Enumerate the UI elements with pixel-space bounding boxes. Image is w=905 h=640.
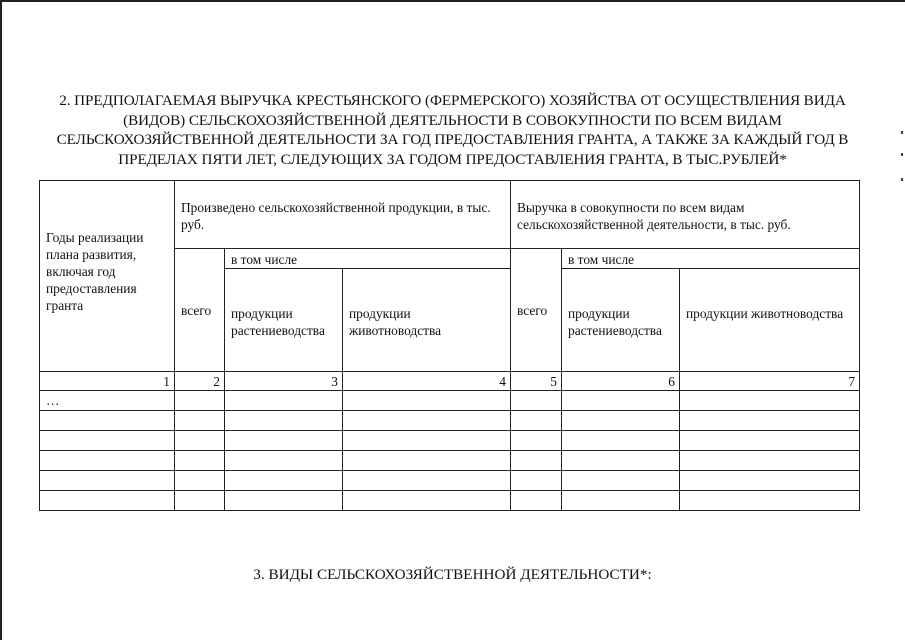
table-cell: [511, 491, 562, 511]
table-cell: [562, 411, 680, 431]
table-row: [40, 491, 860, 511]
column-number: 6: [562, 372, 680, 391]
table-row: [40, 471, 860, 491]
table-cell: [680, 451, 860, 471]
table-cell: [511, 411, 562, 431]
produced-total-header: всего: [175, 249, 225, 372]
revenue-header: Выручка в совокупности по всем видам сельскохозяйственной деятельности, в тыс. руб.: [511, 181, 860, 249]
table-cell: [175, 451, 225, 471]
table-cell: [680, 391, 860, 411]
heading-line: 2. ПРЕДПОЛАГАЕМАЯ ВЫРУЧКА КРЕСТЬЯНСКОГО (ФЕРМЕРСКОГО) ХОЗЯЙСТВА ОТ ОСУЩЕСТВЛЕНИЯ ВИДА: [59, 92, 846, 109]
produced-including-header: в том числе: [225, 249, 511, 269]
scan-border-top: [0, 0, 905, 2]
table-row: [40, 451, 860, 471]
heading-line: СЕЛЬСКОХОЗЯЙСТВЕННОЙ ДЕЯТЕЛЬНОСТИ ЗА ГОД ПРЕДОСТАВЛЕНИЯ ГРАНТА, А ТАКЖЕ ЗА КАЖДЫЙ ГОД В: [56, 131, 849, 148]
table-cell: [40, 471, 175, 491]
scan-border-left: [0, 0, 2, 640]
section-3-heading: 3. ВИДЫ СЕЛЬСКОХОЗЯЙСТВЕННОЙ ДЕЯТЕЛЬНОСТИ*:: [253, 566, 652, 583]
table-cell: [40, 451, 175, 471]
table-cell: [40, 431, 175, 451]
table-cell: …: [40, 391, 175, 411]
table-cell: [343, 431, 511, 451]
table-cell: [511, 391, 562, 411]
revenue-total-header: всего: [511, 249, 562, 372]
table-cell: [40, 491, 175, 511]
heading-line: ПРЕДЕЛАХ ПЯТИ ЛЕТ, СЛЕДУЮЩИХ ЗА ГОДОМ ПРЕДОСТАВЛЕНИЯ ГРАНТА, В ТЫС.РУБЛЕЙ*: [118, 150, 787, 168]
scan-edge-mark: [901, 131, 903, 134]
table-cell: [175, 391, 225, 411]
column-number: 2: [175, 372, 225, 391]
section-2-heading: [20, 91, 885, 169]
table-cell: [562, 451, 680, 471]
table-cell: [511, 431, 562, 451]
table-cell: [175, 491, 225, 511]
table-header-row: [40, 181, 860, 249]
table-row: [40, 431, 860, 451]
produced-header: Произведено сельскохозяйственной продукции, в тыс. руб.: [175, 181, 511, 249]
column-number: 7: [680, 372, 860, 391]
column-number: 4: [343, 372, 511, 391]
table-cell: [225, 411, 343, 431]
revenue-including-header: в том числе: [562, 249, 860, 269]
revenue-crop-header: продукции растениеводства: [562, 269, 680, 372]
table-cell: [343, 411, 511, 431]
table-cell: [511, 471, 562, 491]
table-cell: [343, 491, 511, 511]
table-cell: [225, 391, 343, 411]
table-cell: [225, 431, 343, 451]
column-number: 1: [40, 372, 175, 391]
table-cell: [343, 391, 511, 411]
column-number-row: [40, 372, 860, 391]
table-cell: [562, 471, 680, 491]
table-cell: [225, 491, 343, 511]
table-cell: [343, 451, 511, 471]
table-cell: [680, 431, 860, 451]
table-cell: [680, 411, 860, 431]
revenue-livestock-header: продукции животноводства: [680, 269, 860, 372]
scan-edge-mark: [901, 153, 903, 156]
table-cell: [175, 471, 225, 491]
column-number: 5: [511, 372, 562, 391]
produced-livestock-header: продукции животноводства: [343, 269, 511, 372]
table-cell: [225, 451, 343, 471]
years-header: Годы реализации плана развития, включая год предоставления гранта: [40, 181, 175, 372]
column-number: 3: [225, 372, 343, 391]
scan-edge-mark: [901, 178, 903, 181]
table-row: [40, 391, 860, 411]
table-cell: [225, 471, 343, 491]
table-cell: [343, 471, 511, 491]
table-cell: [680, 471, 860, 491]
table-cell: [175, 431, 225, 451]
table-cell: [511, 451, 562, 471]
revenue-table: [39, 180, 860, 511]
table-cell: [562, 391, 680, 411]
heading-line: (ВИДОВ) СЕЛЬСКОХОЗЯЙСТВЕННОЙ ДЕЯТЕЛЬНОСТИ В СОВОКУПНОСТИ ПО ВСЕМ ВИДАМ: [123, 111, 782, 129]
produced-crop-header: продукции растениеводства: [225, 269, 343, 372]
table-cell: [680, 491, 860, 511]
table-cell: [175, 411, 225, 431]
table-cell: [562, 491, 680, 511]
table-row: [40, 411, 860, 431]
table-cell: [40, 411, 175, 431]
table-cell: [562, 431, 680, 451]
